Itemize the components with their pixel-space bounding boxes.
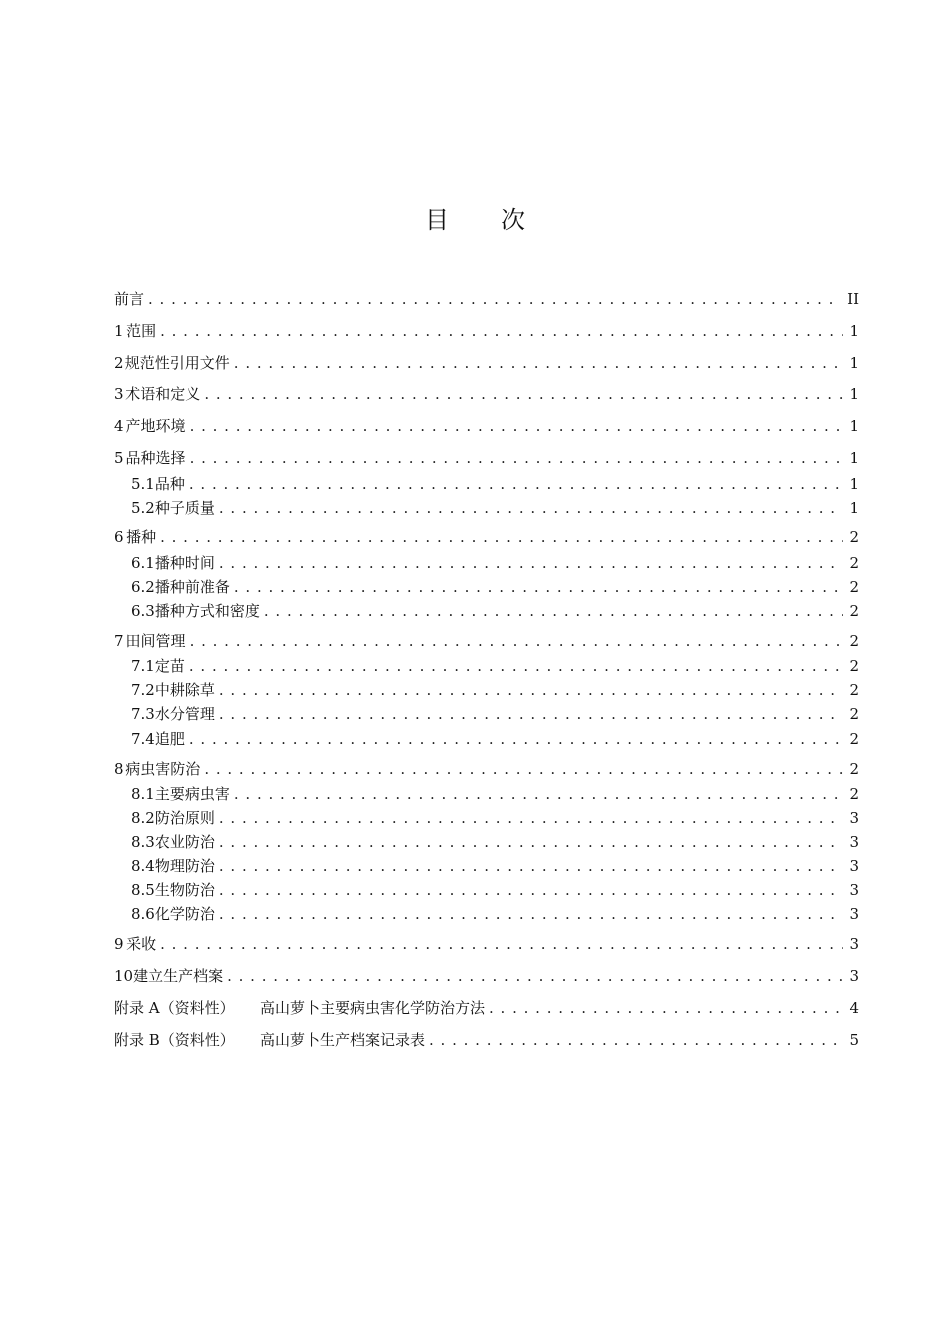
toc-num: 7.2: [131, 681, 155, 699]
toc-annex-prefix: 附录 B（资料性）: [114, 1031, 235, 1049]
title-char-1: 目: [425, 206, 449, 234]
toc-entry-6-1[interactable]: [131, 553, 859, 573]
toc-page: 2: [849, 730, 859, 748]
toc-label: 高山萝卜主要病虫害化学防治方法: [260, 999, 486, 1017]
toc-leader: [160, 934, 843, 954]
toc-leader: [148, 289, 841, 309]
toc-entry-4[interactable]: [114, 416, 859, 436]
toc-num: 8.6: [131, 905, 155, 923]
toc-leader: [204, 384, 843, 404]
toc-entry-6-3[interactable]: [131, 601, 859, 621]
toc-page: 2: [849, 785, 859, 803]
toc-num: 8.2: [131, 809, 155, 827]
toc-page: 1: [849, 354, 859, 372]
toc-num: 6: [114, 528, 124, 546]
toc-entry-5[interactable]: [114, 448, 859, 468]
toc-leader: [429, 1030, 843, 1050]
toc-leader: [190, 631, 843, 651]
toc-entry-foreword[interactable]: [114, 289, 859, 309]
toc-label: 术语和定义: [125, 385, 201, 403]
toc-page: 3: [849, 809, 859, 827]
toc-page: 3: [849, 857, 859, 875]
toc-entry-7-2[interactable]: [131, 680, 859, 700]
toc-page: 2: [849, 528, 859, 546]
toc-page: 2: [849, 578, 859, 596]
toc-entry-8-4[interactable]: [131, 856, 859, 876]
toc-label: 采收: [126, 935, 157, 953]
toc-entry-5-1[interactable]: [131, 474, 859, 494]
toc-num: 7.1: [131, 657, 155, 675]
toc-leader: [264, 601, 843, 621]
toc-page: 1: [849, 385, 859, 403]
toc-page: 2: [849, 602, 859, 620]
toc-num: 8: [114, 760, 124, 778]
toc-page: 1: [849, 417, 859, 435]
toc-leader: [219, 856, 843, 876]
toc-num: 8.4: [131, 857, 155, 875]
toc-page: 1: [849, 449, 859, 467]
toc-leader: [227, 966, 843, 986]
toc-label: 品种: [154, 475, 185, 493]
toc-leader: [219, 832, 843, 852]
toc-entry-1[interactable]: [114, 321, 859, 341]
toc-num: 10: [114, 967, 134, 985]
toc-num: 7.4: [131, 730, 155, 748]
toc-label: 播种前准备: [154, 578, 230, 596]
toc-entry-6[interactable]: [114, 527, 859, 547]
toc-entry-7[interactable]: [114, 631, 859, 651]
toc-leader: [219, 880, 843, 900]
toc-page: 2: [849, 657, 859, 675]
toc-page: 5: [849, 1031, 859, 1049]
toc-label: 生物防治: [154, 881, 215, 899]
toc-num: 7.3: [131, 705, 155, 723]
toc-label: 物理防治: [154, 857, 215, 875]
toc-entry-annex-a[interactable]: [114, 998, 859, 1018]
toc-label: 建立生产档案: [133, 967, 224, 985]
toc-page: 1: [849, 499, 859, 517]
toc-label: 中耕除草: [154, 681, 215, 699]
toc-page: 3: [849, 833, 859, 851]
toc-label: 化学防治: [154, 905, 215, 923]
toc-page: 3: [849, 905, 859, 923]
toc-entry-8-2[interactable]: [131, 808, 859, 828]
toc-entry-7-1[interactable]: [131, 656, 859, 676]
toc-label: 主要病虫害: [154, 785, 230, 803]
toc-label: 农业防治: [154, 833, 215, 851]
toc-entry-7-3[interactable]: [131, 704, 859, 724]
toc-num: 9: [114, 935, 124, 953]
toc-label: 高山萝卜生产档案记录表: [260, 1031, 426, 1049]
toc-label: 病虫害防治: [125, 760, 201, 778]
toc-num: 5: [114, 449, 124, 467]
toc-num: 3: [114, 385, 124, 403]
toc-label: 产地环境: [125, 417, 186, 435]
toc-entry-8-3[interactable]: [131, 832, 859, 852]
toc-page: II: [847, 290, 859, 308]
toc-page: 3: [849, 935, 859, 953]
toc-label: 防治原则: [154, 809, 215, 827]
toc-label: 播种方式和密度: [154, 602, 260, 620]
toc-label: 范围: [126, 322, 157, 340]
toc-num: 4: [114, 417, 124, 435]
toc-leader: [190, 416, 843, 436]
toc-entry-9[interactable]: [114, 934, 859, 954]
toc-num: 8.5: [131, 881, 155, 899]
toc-label: 田间管理: [125, 632, 186, 650]
toc-label: 种子质量: [154, 499, 215, 517]
toc-num: 8.3: [131, 833, 155, 851]
toc-leader: [489, 998, 843, 1018]
toc-num: 6.3: [131, 602, 155, 620]
toc-num: 1: [114, 322, 124, 340]
toc-leader: [219, 808, 843, 828]
title-char-2: 次: [501, 206, 525, 234]
toc-num: 5.1: [131, 475, 155, 493]
toc-page: 1: [849, 475, 859, 493]
toc-num: 6.2: [131, 578, 155, 596]
toc-page: 2: [849, 681, 859, 699]
toc-label: 播种时间: [154, 554, 215, 572]
toc-page: 2: [849, 760, 859, 778]
toc-leader: [234, 577, 843, 597]
toc-leader: [160, 321, 843, 341]
toc-num: 5.2: [131, 499, 155, 517]
toc-page: 3: [849, 881, 859, 899]
toc-entry-8-5[interactable]: [131, 880, 859, 900]
toc-entry-annex-b[interactable]: [114, 1030, 859, 1050]
toc-num: 7: [114, 632, 124, 650]
toc-entry-10[interactable]: [114, 966, 859, 986]
toc-leader: [234, 353, 843, 373]
toc-leader: [219, 704, 843, 724]
toc-page: 3: [849, 967, 859, 985]
toc-leader: [219, 904, 843, 924]
toc-entry-8-6[interactable]: [131, 904, 859, 924]
toc-page: 2: [849, 632, 859, 650]
toc-page: 1: [849, 322, 859, 340]
toc-num: 6.1: [131, 554, 155, 572]
toc-entry-8[interactable]: [114, 759, 859, 779]
toc-num: 8.1: [131, 785, 155, 803]
toc-page: 4: [849, 999, 859, 1017]
toc-entry-2[interactable]: [114, 353, 859, 373]
toc-annex-prefix: 附录 A（资料性）: [114, 999, 235, 1017]
toc-label: 规范性引用文件: [124, 354, 230, 372]
toc-leader: [190, 448, 843, 468]
toc-label: 品种选择: [125, 449, 186, 467]
toc-leader: [219, 553, 843, 573]
toc-page: 2: [849, 705, 859, 723]
toc-leader: [219, 498, 843, 518]
toc-entry-8-1[interactable]: [131, 784, 859, 804]
toc-label: 前言: [114, 290, 145, 308]
toc-entry-5-2[interactable]: [131, 498, 859, 518]
toc-leader: [160, 527, 843, 547]
toc-leader: [189, 656, 843, 676]
toc-num: 2: [114, 354, 124, 372]
toc-leader: [234, 784, 843, 804]
toc-leader: [189, 729, 843, 749]
toc-leader: [204, 759, 843, 779]
toc-entry-3[interactable]: [114, 384, 859, 404]
toc-label: 定苗: [154, 657, 185, 675]
toc-entry-6-2[interactable]: [131, 577, 859, 597]
toc-label: 追肥: [154, 730, 185, 748]
toc-leader: [189, 474, 843, 494]
toc-leader: [219, 680, 843, 700]
page-title: [0, 200, 950, 235]
toc-label: 播种: [126, 528, 157, 546]
toc-entry-7-4[interactable]: [131, 729, 859, 749]
toc-label: 水分管理: [154, 705, 215, 723]
toc-page: 2: [849, 554, 859, 572]
